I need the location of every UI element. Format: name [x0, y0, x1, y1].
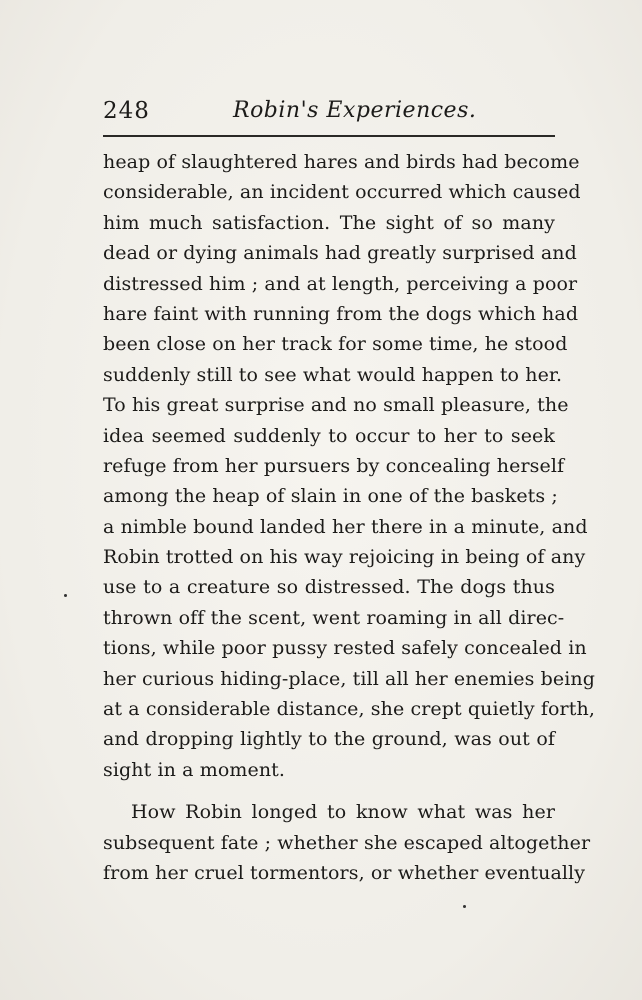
text-line: subsequent fate ; whether she escaped altogether: [103, 831, 591, 854]
paragraph: [103, 147, 595, 785]
text-line: To his great surprise and no small pleasure, the: [103, 394, 569, 417]
text-line: from her cruel tormentors, or whether eventually: [103, 861, 586, 884]
print-speck: [64, 594, 67, 597]
text-line: among the heap of slain in one of the baskets ;: [103, 485, 558, 508]
text-line: a nimble bound landed her there in a minute, and: [103, 515, 588, 538]
running-title: Robin's Experiences.: [233, 98, 477, 123]
text-line: her curious hiding-place, till all her enemies being: [103, 667, 595, 690]
text-line: sight in a moment.: [103, 758, 286, 781]
text-line: hare faint with running from the dogs which had: [103, 302, 579, 325]
page-number: 248: [103, 98, 150, 124]
text-line: use to a creature so distressed. The dogs thus: [103, 576, 555, 599]
text-line: idea seemed suddenly to occur to her to seek: [103, 424, 555, 447]
text-line: heap of slaughtered hares and birds had become: [103, 151, 580, 173]
text-line: been close on her track for some time, he stood: [103, 333, 568, 356]
text-line: dead or dying animals had greatly surprised and: [103, 242, 577, 265]
text-line: and dropping lightly to the ground, was out of: [103, 728, 555, 751]
text-line: How Robin longed to know what was her: [131, 801, 555, 824]
paragraph-gap: [103, 785, 555, 797]
text-line: refuge from her pursuers by concealing herself: [103, 454, 565, 477]
text-line: tions, while poor pussy rested safely concealed in: [103, 637, 587, 660]
paragraph: [103, 797, 591, 888]
print-speck: [463, 905, 466, 908]
body-text: [103, 147, 595, 888]
text-line: at a considerable distance, she crept quietly forth,: [103, 698, 595, 721]
text-line: suddenly still to see what would happen to her.: [103, 363, 563, 386]
text-line: Robin trotted on his way rejoicing in being of any: [103, 546, 586, 569]
header-rule: [103, 135, 555, 137]
page-header: [103, 98, 555, 132]
text-line: thrown off the scent, went roaming in all direc-: [103, 606, 565, 629]
text-line: distressed him ; and at length, perceiving a poor: [103, 272, 578, 295]
text-line: considerable, an incident occurred which caused: [103, 181, 581, 204]
text-line: him much satisfaction. The sight of so many: [103, 211, 555, 234]
